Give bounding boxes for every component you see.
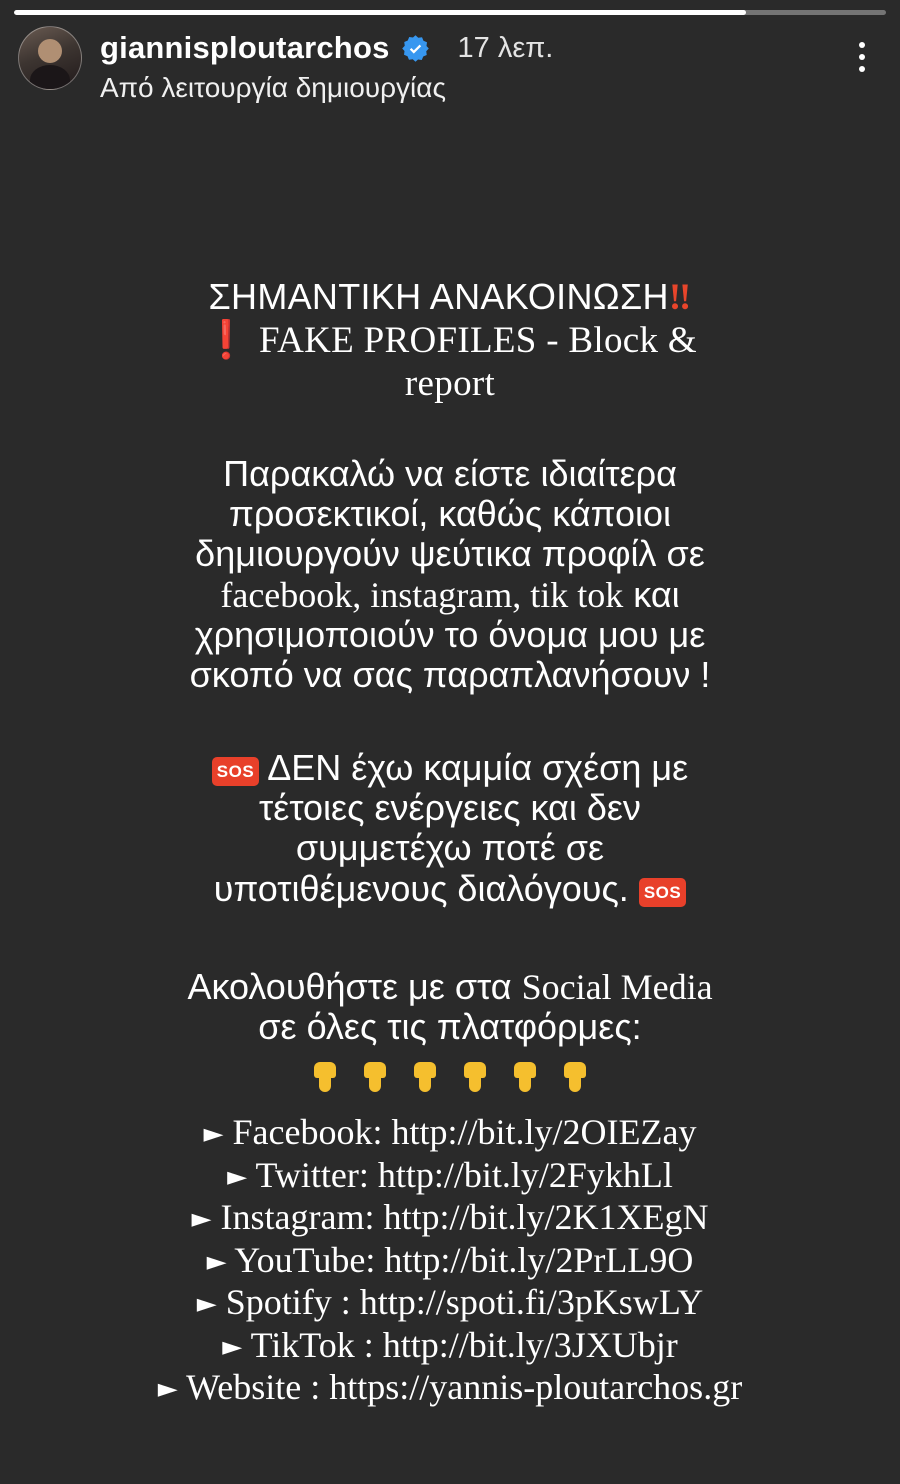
paragraph-warning-platforms: facebook, instagram, tik tok xyxy=(220,574,624,615)
follow-callout xyxy=(0,967,900,1048)
bullet-arrow-icon: ► xyxy=(203,1119,224,1150)
sos-icon-left: SOS xyxy=(212,757,259,786)
social-links-list xyxy=(0,1111,900,1408)
verified-badge-icon xyxy=(401,34,430,63)
paragraph-warning xyxy=(0,454,900,696)
story-header xyxy=(18,26,882,104)
link-label: Website : xyxy=(186,1367,321,1408)
list-item[interactable] xyxy=(135,1111,765,1153)
bullet-arrow-icon: ► xyxy=(196,1289,217,1320)
story-subtitle: Από λειτουργία δημιουργίας xyxy=(100,72,446,103)
link-label: TikTok : xyxy=(250,1324,374,1365)
announcement-title-line1: ΣΗΜΑΝΤΙΚΗ ΑΝΑΚΟΙΝΩΣΗ xyxy=(208,276,669,317)
story-header-line-primary xyxy=(100,30,836,66)
link-url[interactable]: http://bit.ly/2K1XEgN xyxy=(383,1197,709,1238)
story-header-text xyxy=(100,26,836,104)
timestamp: 17 λεπ. xyxy=(457,31,554,64)
username[interactable]: giannisploutarchos xyxy=(100,30,390,65)
bullet-arrow-icon: ► xyxy=(157,1374,178,1405)
bullet-arrow-icon: ► xyxy=(227,1161,248,1192)
exclamation-icon: ❗ xyxy=(203,319,250,361)
bullet-arrow-icon: ► xyxy=(222,1331,243,1362)
link-label: Twitter: xyxy=(255,1154,369,1195)
story-progress-fill xyxy=(14,10,746,15)
link-url[interactable]: https://yannis-ploutarchos.gr xyxy=(329,1367,743,1408)
paragraph-warning-part2: και χρησιμοποιούν το όνομα μου με σκοπό να σας παραπλανήσουν ! xyxy=(189,573,711,696)
announcement-title-line3: report xyxy=(404,362,496,404)
sos-icon-right: SOS xyxy=(639,878,686,907)
bullet-arrow-icon: ► xyxy=(191,1204,212,1235)
list-item[interactable] xyxy=(135,1196,765,1238)
point-down-icon xyxy=(412,1062,438,1092)
announcement-title-line2: FAKE PROFILES - Block & xyxy=(259,319,697,361)
follow-callout-line1: Ακολουθήστε με στα xyxy=(187,965,512,1007)
list-item[interactable] xyxy=(135,1324,765,1366)
follow-callout-social-media: Social Media xyxy=(521,966,713,1007)
double-exclamation-icon: ‼ xyxy=(668,277,692,318)
pointing-down-hands xyxy=(0,1053,900,1095)
link-label: Instagram: xyxy=(220,1197,375,1238)
list-item[interactable] xyxy=(135,1281,765,1323)
story-progress-bar[interactable] xyxy=(14,10,886,15)
avatar[interactable] xyxy=(18,26,82,90)
link-url[interactable]: http://spoti.fi/3pKswLY xyxy=(359,1282,704,1323)
link-url[interactable]: http://bit.ly/3JXUbjr xyxy=(382,1324,678,1365)
point-down-icon xyxy=(562,1062,588,1092)
link-url[interactable]: http://bit.ly/2FykhLl xyxy=(377,1154,673,1195)
list-item[interactable] xyxy=(135,1366,765,1408)
point-down-icon xyxy=(512,1062,538,1092)
link-url[interactable]: http://bit.ly/2PrLL9O xyxy=(384,1239,694,1280)
paragraph-disclaimer xyxy=(0,748,900,909)
link-label: Facebook: xyxy=(232,1112,383,1153)
follow-callout-line2: σε όλες τις πλατφόρμες: xyxy=(258,1006,642,1048)
link-url[interactable]: http://bit.ly/2OIEZay xyxy=(391,1112,697,1153)
story-content xyxy=(0,276,900,1409)
paragraph-disclaimer-text: ΔΕΝ έχω καμμία σχέση με τέτοιες ενέργειες και δεν συμμετέχω ποτέ σε υποτιθέμενους διαλόγους. xyxy=(213,746,689,909)
link-label: Spotify : xyxy=(225,1282,351,1323)
point-down-icon xyxy=(312,1062,338,1092)
point-down-icon xyxy=(362,1062,388,1092)
point-down-icon xyxy=(462,1062,488,1092)
list-item[interactable] xyxy=(135,1154,765,1196)
link-label: YouTube: xyxy=(234,1239,376,1280)
bullet-arrow-icon: ► xyxy=(206,1246,227,1277)
paragraph-warning-part1: Παρακαλώ να είστε ιδιαίτερα προσεκτικοί, καθώς κάποιοι δημιουργούν ψεύτικα προφίλ σε xyxy=(195,452,705,575)
more-options-icon[interactable] xyxy=(842,26,882,88)
list-item[interactable] xyxy=(135,1239,765,1281)
announcement-title xyxy=(0,276,900,406)
